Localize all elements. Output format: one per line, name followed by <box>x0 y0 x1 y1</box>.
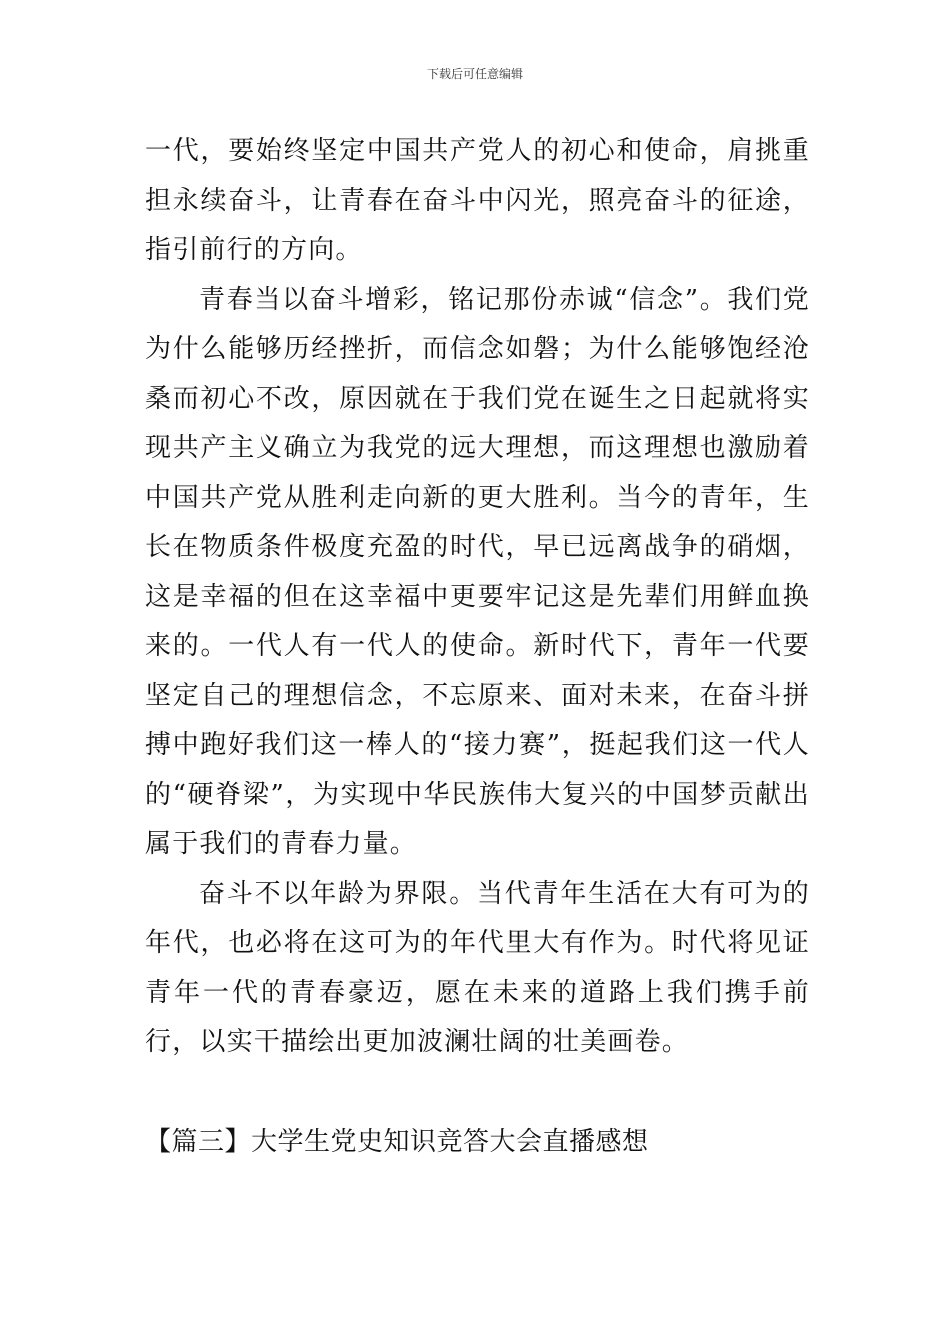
paragraph-continuation: 一代，要始终坚定中国共产党人的初心和使命，肩挑重担永续奋斗，让青春在奋斗中闪光，照亮奋斗的征途，指引前行的方向。 <box>145 136 810 265</box>
paragraph-youth-belief: 青春当以奋斗增彩，铭记那份赤诚“信念”。我们党为什么能够历经挫折，而信念如磐；为什么能够饱经沧桑而初心不改，原因就在于我们党在诞生之日起就将实现共产主义确立为我党的远大理想，而这理想也激励着中国共产党从胜利走向新的更大胜利。当今的青年，生长在物质条件极度充盈的时代，早已远离战争的硝烟，这是幸福的但在这幸福中更要牢记这是先辈们用鲜血换来的。一代人有一代人的使命。新时代下，青年一代要坚定自己的理想信念，不忘原来、面对未来，在奋斗拼搏中跑好我们这一棒人的“接力赛”，挺起我们这一代人的“硬脊梁”，为实现中华民族伟大复兴的中国梦贡献出属于我们的青春力量。 <box>145 284 810 859</box>
page-header: 下载后可任意编辑 <box>426 67 523 81</box>
paragraph-struggle-age: 奋斗不以年龄为界限。当代青年生活在大有可为的年代，也必将在这可为的年代里大有作为。时代将见证青年一代的青春豪迈，愿在未来的道路上我们携手前行，以实干描绘出更加波澜壮阔的壮美画卷。 <box>145 878 810 1057</box>
section-title: 【篇三】大学生党史知识竞答大会直播感想 <box>145 1127 649 1157</box>
document-body <box>145 127 810 1068</box>
